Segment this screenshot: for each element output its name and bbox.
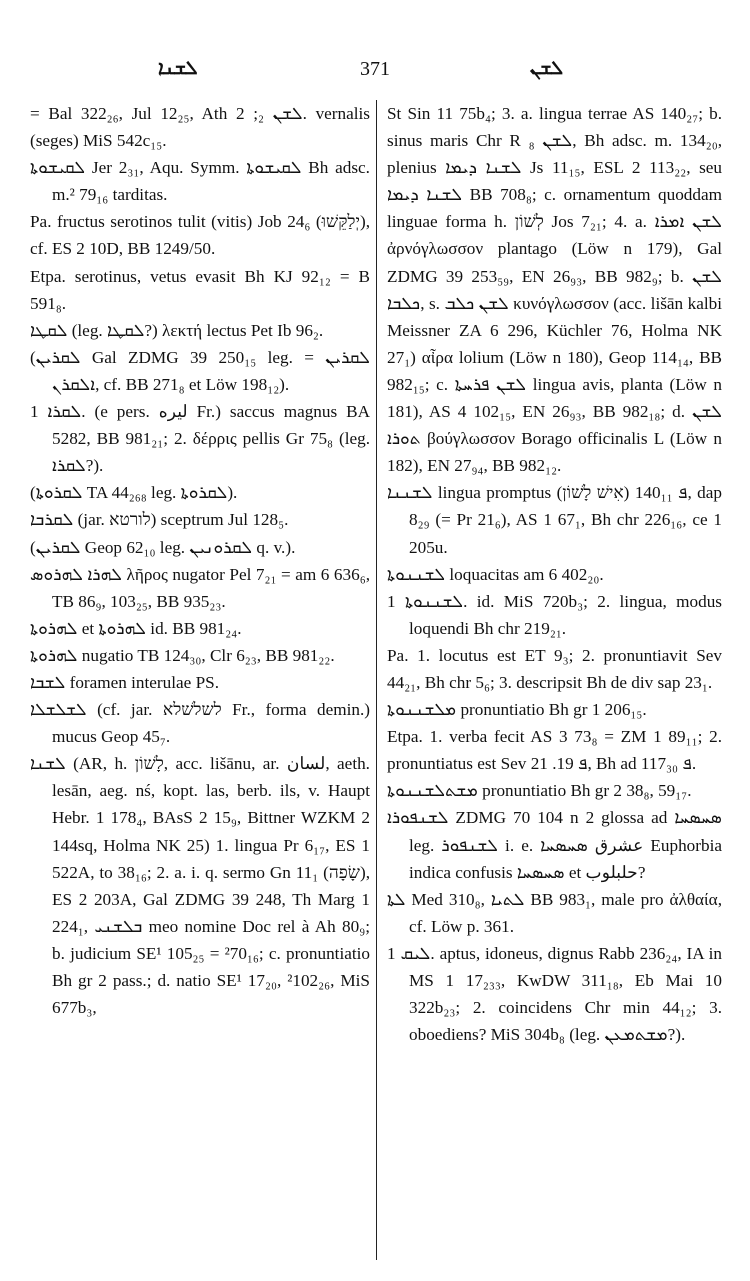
running-head-right: ܠܫܢ: [530, 58, 564, 79]
dictionary-entry: St Sin 11 75b₄; 3. a. lingua terrae AS 140₂₇; b. sinus maris Chr R ܠܫܢ ₈, Bh adsc. m. 134₂₀, plenius ܠܫܢܐ ܕܝܡܐ Js 11₁₅, ESL 2 113₂₂, seu ܠܫܢܐ ܕܝܡܐ BB 708₈; c. ornamentum quoddam linguae forma h. לְשׁוֹן Jos 7₂₁; 4. a. ܠܫܢ ܐܡܪܐ ἀρνόγλωσσον plantago (Löw n 179), Gal ZDMG 39 253₅₉, EN 26₉₃, BB 982₉; b. ܠܫܢ ܟܠܒܐ, s. ܠܫܢ ܟܠܒ κυνόγλωσσον (acc. lišān kalbi Meissner ZA 6 296, Küchler 76, Holma NK 27₁) αἶρα lolium (Löw n 180), Geop 114₁₄, BB 982₁₅; c. ܠܫܢ ܦܪܚܬܐ lingua avis, planta (Löw n 181), AS 4 102₁₅, EN 26₉₃, BB 982₁₈; d. ܠܫܢ ܬܘܪܐ βούγλωσσον Borago officinalis L (Löw n 182), EN 27₉₄, BB 982₁₂.: [387, 104, 722, 476]
running-head-left: ܠܫܢܐ: [158, 58, 198, 79]
dictionary-entry: ܠܗܪܘܬܐ nugatio TB 124₃₀, Clr 6₂₃, BB 981₂₂.: [30, 645, 335, 665]
dictionary-entry: ܠܗܪܐ ܠܗܪܘܣ λῆρος nugator Pel 7₂₁ = am 6 636₆, TB 86₉, 103₂₅, BB 935₂₃.: [30, 564, 370, 611]
dictionary-entry: ܠܫܢܐ (AR, h. לָשׁוֹן, acc. lišānu, ar. لسان, aeth. lesān, aeg. nś, kopt. las, berb. ils, v. Haupt Hebr. 1 178₄, BAsS 2 15₉, Bittner WZKM 2 144sq, Holma NK 25) 1. lingua Pr 6₁₇, ES 1 522A, to 38₁₆; 2. a. i. q. sermo Gn 11₁ (שָׂפָה), ES 2 203A, Gal ZDMG 39 248, Th Marg 1 224₁, ܒܠܫܢܝ meo nomine Doc rel à Ah 80₉; b. judicium SE¹ 105₂₅ = ²70₁₆; c. pronuntiatio Bh gr 2 pass.; d. natio SE¹ 17₂₀, ²102₂₆, MiS 677b₃,: [30, 754, 370, 1018]
dictionary-entry: ܠܫܢܦܘܪܐ ZDMG 70 104 n 2 glossa ad ܣܚܣܚܐ leg. ܠܫܢܦܘܪ i. e. عشرق ܣܚܣܚܐ Euphorbia indica confusis ܣܚܣܚܐ et حلبلوب?: [387, 808, 722, 882]
dictionary-entry: ܠܫܢܢܘܬܐ loquacitas am 6 402₂₀.: [387, 564, 604, 584]
dictionary-entry: ܡܫܬܠܫܢܢܘܬܐ pronuntiatio Bh gr 2 38₈, 59₁₇.: [387, 781, 692, 801]
dictionary-entry: ܠܩܝܫܘܬܐ Jer 2₃₁, Aqu. Symm. ܠܩܝܫܘܬܐ Bh adsc. m.² 79₁₆ tarditas.: [30, 158, 370, 205]
dictionary-entry: ܠܩܪܒܐ (jar. לורטא) sceptrum Jul 128₅.: [30, 510, 289, 530]
dictionary-entry: ܠܫܒܐ foramen interulae PS.: [30, 672, 219, 692]
dictionary-entry: ܠܗܪܘܬܐ et ܠܗܪܘܬܐ id. BB 981₂₄.: [30, 618, 242, 638]
dictionary-entry: (ܠܩܪܝܢ Geop 62₁₀ leg. ܠܩܪܘܢܝܢ q. v.).: [30, 537, 296, 557]
left-column: [30, 100, 370, 1270]
column-divider: [376, 100, 377, 1260]
dictionary-entry: ܠܩܪܐ 1. (e pers. ليره Fr.) saccus magnus BA 5282, BB 981₂₁; 2. δέρρις pellis Gr 75₈ (leg. ܠܩܪܐ?).: [30, 402, 370, 476]
dictionary-entry: ܠܝܩ 1. aptus, idoneus, dignus Rabb 236₂₄, IA in MS 1 17₂₃₃, KwDW 311₁₈, Eb Mai 10 322b₂₃; 2. coincidens Chr min 44₁₂; 3. oboediens? MiS 304b₈ (leg. ܡܫܬܡܥܢ?).: [387, 943, 722, 1045]
dictionary-entry: ܠܫܠܫܠܐ (cf. jar. לשלשׁלא Fr., forma demin.) mucus Geop 45₇.: [30, 700, 370, 747]
dictionary-entry: Pa. 1. locutus est ET 9₃; 2. pronuntiavit Sev 44₂₁, Bh chr 5₆; 3. descripsit Bh de div sap 23₁.: [387, 645, 722, 692]
dictionary-entry: ܠܩܛܐ (leg. ܠܩܛܐ?) λεκτή lectus Pet Ib 96₂.: [30, 320, 324, 340]
dictionary-entry: ܠܫܢܢܐ lingua promptus ܦ 140₁₁ (אִישׁ לָשׁוֹן), dap 8₂₉ (= Pr 21₆), AS 1 67₁, Bh chr 226₁₆, ce 1 205u.: [387, 483, 722, 557]
dictionary-entry: Etpa. serotinus, vetus evasit Bh KJ 92₁₂ = B 591₈.: [30, 266, 370, 313]
dictionary-entry: Etpa. 1. verba fecit AS 3 73₈ = ZM 1 89₁₁; 2. pronuntiatus est Sev ܦ 19. 21, Bh ad ܦ 117₃₀.: [387, 727, 722, 774]
page-number: 371: [360, 58, 390, 80]
page-header: [0, 58, 750, 88]
right-column: [387, 100, 722, 1270]
dictionary-entry: ܠܬܐ Med 310₈, ܠܬܝܐ BB 983₁, male pro ἀλθαία, cf. Löw p. 361.: [387, 889, 722, 936]
dictionary-entry: Pa. fructus serotinos tulit (vitis) Job 24₆ (יְלַקֵּשׁוּ), cf. ES 2 10D, BB 1249/50.: [30, 212, 370, 259]
dictionary-entry: (ܠܩܪܝܢ Gal ZDMG 39 250₁₅ leg. ܠܩܪܝܢ = ܐܠܩܪܢ, cf. BB 271₈ et Löw 198₁₂).: [30, 347, 370, 394]
dictionary-entry: ܡܠܫܢܢܘܬܐ pronuntiatio Bh gr 1 206₁₅.: [387, 700, 647, 720]
dictionary-entry: ܠܫܢܢܘܬܐ 1. id. MiS 720b₃; 2. lingua, modus loquendi Bh chr 219₂₁.: [387, 591, 722, 638]
dictionary-entry: = Bal 322₂₆, Jul 12₂₅, Ath ܠܫܢ ₂; 2. vernalis (seges) MiS 542c₁₅.: [30, 104, 370, 151]
dictionary-entry: (ܠܩܪܘܬܐ TA 44₂₆₈ leg. ܠܩܪܘܬܐ).: [30, 483, 238, 503]
